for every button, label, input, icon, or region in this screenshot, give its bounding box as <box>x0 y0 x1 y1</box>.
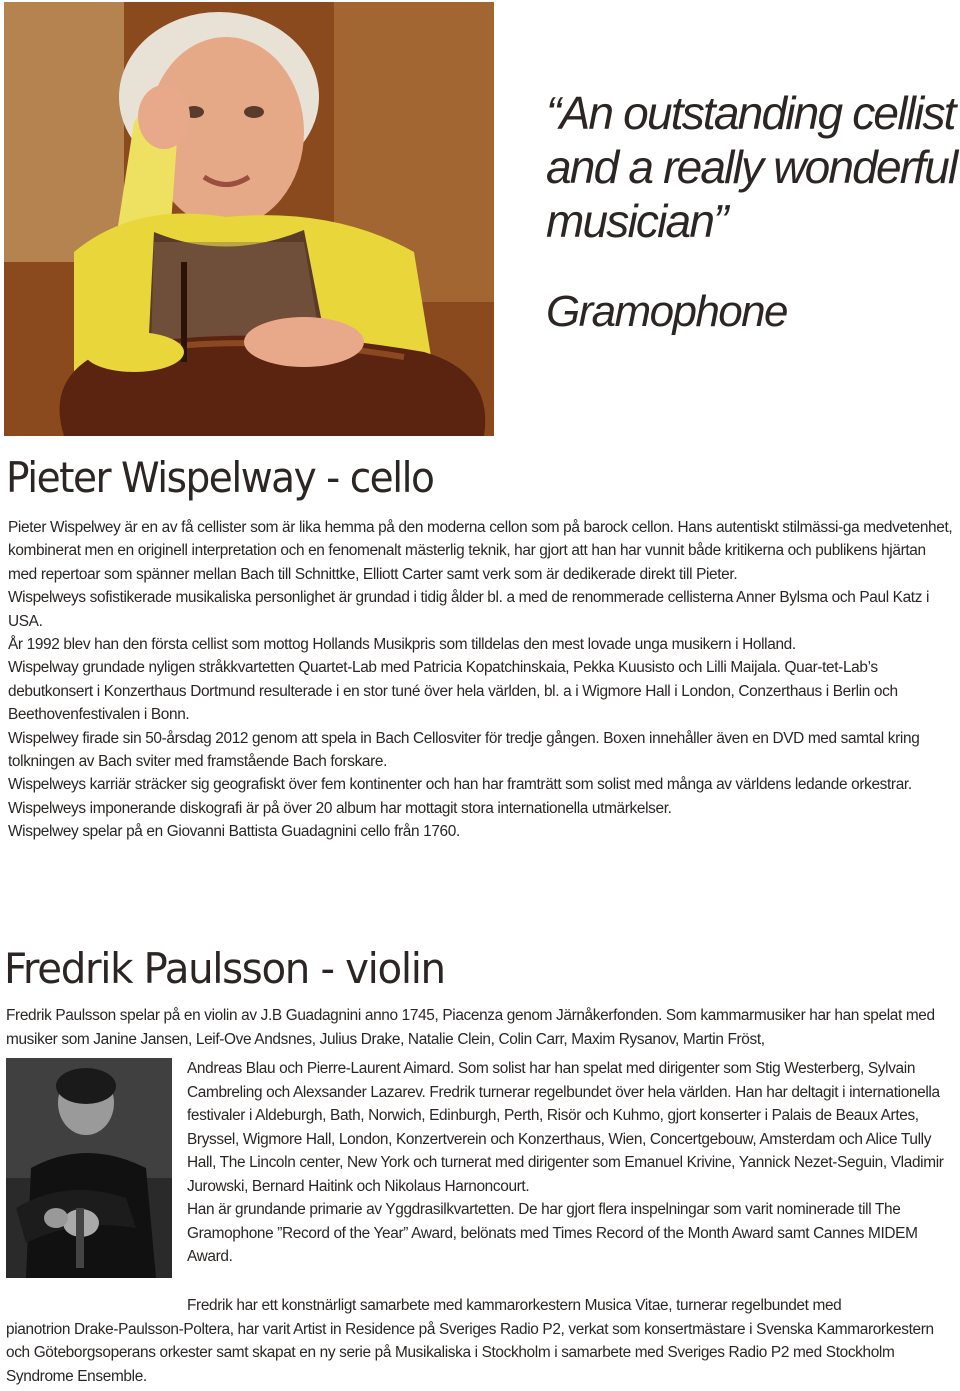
bio-paragraph: Wispelweys sofistikerade musikaliska personlighet är grundad i tidig ålder bl. a med de renommerade cellisterna Anner Bylsma och Paul Katz i USA. <box>8 589 930 630</box>
bio-paragraph: Fredrik Paulsson spelar på en violin av J.B Guadagnini anno 1745, Piacenza genom Järnåkerfonden. Som kammarmusiker har han spelat med musiker som Janine Jansen, Leif-Ove Andsnes, Julius Drake, Natalie Clein, Colin Carr, Maxim Rysanov, Martin Fröst, <box>6 1007 935 1048</box>
bio-paragraph: Andreas Blau och Pierre-Laurent Aimard. Som solist har han spelat med dirigenter som Stig Westerberg, Sylvain Cambreling och Alexsander Lazarev. Fredrik turnerar regelbundet över hela världen. Han har deltagit i internationella festivaler i Aldeburgh, Bath, Norwich, Edinburgh, Perth, Risör och Kuhmo, gjort konserter i Palais de Beaux Artes, Bryssel, Wigmore Hall, London, Konzertverein och Konzerthaus, Wien, Concertgebouw, Amsterdam och Alice Tully Hall, The Lincoln center, New York och turnerat med dirigenter som Emanuel Krivine, Yannick Nezet-Seguin, Vladimir Jurowski, Bernard Haitink och Nikolaus Harnoncourt. <box>187 1060 944 1195</box>
press-quote <box>546 86 960 248</box>
bio-paragraph: Han är grundande primarie av Yggdrasilkvartetten. De har gjort flera inspelningar som varit nominerade till The Gramophone ”Record of the Year” Award, belönats med Times Record of the Month Award samt Cannes MIDEM Award. <box>187 1201 918 1265</box>
bio-paragraph: Wispelwey spelar på en Giovanni Battista Guadagnini cello från 1760. <box>8 823 460 841</box>
section-heading-violin: Fredrik Paulsson - violin <box>4 944 445 993</box>
bio-paragraph: pianotrion Drake-Paulsson-Poltera, har varit Artist in Residence på Sveriges Radio P2, verkat som konsertmästare i Svenska Kammarorkestern och Göteborgsoperans orkester samt skapat en ny serie på Musikaliska i Stockholm i samarbete med Sveriges Radio P2 med Stockholm Syndrome Ensemble. <box>6 1320 934 1385</box>
bio-paragraph-first-line: Fredrik har ett konstnärligt samarbete med kammarorkestern Musica Vitae, turnerar regelbundet med <box>187 1297 842 1314</box>
bio-paragraph: År 1992 blev han den första cellist som mottog Hollands Musikpris som tilldelas den mest lovade unga musikern i Holland. <box>8 636 796 654</box>
violinist-portrait-illustration <box>6 1058 172 1278</box>
cellist-biography <box>8 516 958 844</box>
bio-paragraph: Pieter Wispelwey är en av få cellister som är lika hemma på den moderna cellon som på barock cellon. Hans autentiskt stilmässi-ga medvetenhet, kombinerat men en originell interpretation och en fenomenalt mästerlig teknik, har gjort att han har vunnit både kritikerna och publikens hjärtan med repertoar som spänner mellan Bach till Schnittke, Elliott Carter samt verk som är dedikerade direkt till Pieter. <box>8 519 953 583</box>
bio-paragraph: Wispelweys imponerande diskografi är på över 20 album har mottagit stora internationella utmärkelser. <box>8 799 672 817</box>
quote-source: Gramophone <box>546 287 787 336</box>
cellist-portrait-illustration <box>4 2 494 436</box>
quote-line-3: musician” <box>546 195 727 247</box>
bio-paragraph: Wispelwey firade sin 50-årsdag 2012 genom att spela in Bach Cellosviter för tredje gången. Boxen innehåller även en DVD med samtal kring tolkningen av Bach sviter med framstående Bach forskare. <box>8 729 920 771</box>
violinist-intro <box>6 1004 956 1051</box>
violinist-biography-side <box>187 1057 957 1269</box>
violinist-portrait-photo <box>6 1058 172 1278</box>
cellist-portrait-photo <box>4 2 494 436</box>
section-heading-cello: Pieter Wispelway - cello <box>6 453 434 502</box>
bio-paragraph: Wispelway grundade nyligen stråkkvartetten Quartet-Lab med Patricia Kopatchinskaia, Pekka Kuusisto och Lilli Maijala. Quar-tet-Lab’s debutkonsert i Konzerthaus Dortmund resulterade i en stor tuné över hela världen, bl. a i Wigmore Hall i London, Conzerthaus i Berlin och Beethovenfestivalen i Bonn. <box>8 659 898 724</box>
violinist-biography-closing <box>6 1294 956 1388</box>
quote-line-1: “An outstanding cellist <box>546 87 955 139</box>
quote-line-2: and a really wonderful <box>546 141 957 193</box>
bio-paragraph: Wispelweys karriär sträcker sig geografiskt över fem kontinenter och han har framträtt som solist med många av världens ledande orkestrar. <box>8 776 912 794</box>
